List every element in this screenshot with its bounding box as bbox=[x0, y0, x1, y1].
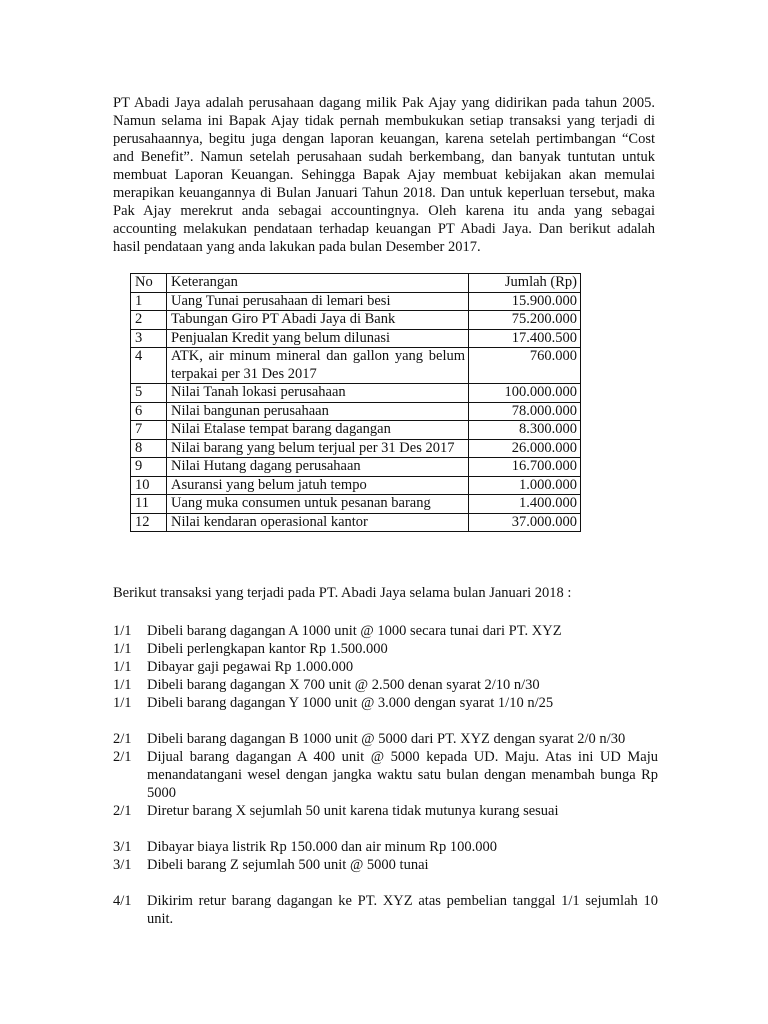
cell-keterangan: Nilai Etalase tempat barang dagangan bbox=[167, 421, 469, 440]
transaction-date: 1/1 bbox=[113, 623, 132, 639]
transaction-description: Dijual barang dagangan A 400 unit @ 5000 kepada UD. Maju. Atas ini UD Maju menandatangani wesel dengan jangka waktu satu bulan dengan menambah bunga Rp 5000 bbox=[147, 749, 658, 801]
header-no: No bbox=[131, 274, 167, 293]
cell-jumlah: 15.900.000 bbox=[469, 292, 581, 311]
transaction-item bbox=[113, 622, 658, 640]
cell-jumlah: 17.400.500 bbox=[469, 329, 581, 348]
transaction-date: 4/1 bbox=[113, 893, 132, 909]
transaction-group bbox=[113, 838, 658, 874]
cell-keterangan: ATK, air minum mineral dan gallon yang belum terpakai per 31 Des 2017 bbox=[167, 348, 469, 384]
cell-keterangan: Nilai bangunan perusahaan bbox=[167, 402, 469, 421]
transaction-group bbox=[113, 622, 658, 712]
transaction-date: 1/1 bbox=[113, 695, 132, 711]
transaction-date: 1/1 bbox=[113, 677, 132, 693]
cell-keterangan: Uang Tunai perusahaan di lemari besi bbox=[167, 292, 469, 311]
transaction-item bbox=[113, 730, 658, 748]
table-header-row bbox=[131, 274, 581, 293]
table-row bbox=[131, 384, 581, 403]
transaction-item bbox=[113, 802, 658, 820]
cell-keterangan: Penjualan Kredit yang belum dilunasi bbox=[167, 329, 469, 348]
cell-no: 7 bbox=[131, 421, 167, 440]
transaction-item bbox=[113, 748, 658, 802]
cell-no: 9 bbox=[131, 458, 167, 477]
transaction-date: 3/1 bbox=[113, 857, 132, 873]
transaction-description: Dibeli perlengkapan kantor Rp 1.500.000 bbox=[147, 641, 388, 657]
cell-no: 8 bbox=[131, 439, 167, 458]
transaction-date: 3/1 bbox=[113, 839, 132, 855]
transactions-intro: Berikut transaksi yang terjadi pada PT. Abadi Jaya selama bulan Januari 2018 : bbox=[113, 585, 572, 601]
transaction-item bbox=[113, 838, 658, 856]
cell-keterangan: Nilai barang yang belum terjual per 31 Des 2017 bbox=[167, 439, 469, 458]
cell-no: 12 bbox=[131, 513, 167, 532]
transaction-description: Dibayar biaya listrik Rp 150.000 dan air minum Rp 100.000 bbox=[147, 839, 497, 855]
transaction-group bbox=[113, 730, 658, 820]
transaction-description: Dibeli barang dagangan X 700 unit @ 2.500 denan syarat 2/10 n/30 bbox=[147, 677, 540, 693]
cell-jumlah: 16.700.000 bbox=[469, 458, 581, 477]
cell-no: 2 bbox=[131, 311, 167, 330]
cell-no: 1 bbox=[131, 292, 167, 311]
cell-jumlah: 1.400.000 bbox=[469, 495, 581, 514]
cell-keterangan: Tabungan Giro PT Abadi Jaya di Bank bbox=[167, 311, 469, 330]
transaction-description: Dibayar gaji pegawai Rp 1.000.000 bbox=[147, 659, 354, 675]
cell-jumlah: 8.300.000 bbox=[469, 421, 581, 440]
table-row bbox=[131, 421, 581, 440]
transaction-item bbox=[113, 640, 658, 658]
cell-jumlah: 78.000.000 bbox=[469, 402, 581, 421]
transaction-description: Dibeli barang dagangan A 1000 unit @ 1000 secara tunai dari PT. XYZ bbox=[147, 623, 562, 639]
transaction-description: Dikirim retur barang dagangan ke PT. XYZ atas pembelian tanggal 1/1 sejumlah 10 unit. bbox=[147, 893, 658, 927]
transaction-date: 1/1 bbox=[113, 641, 132, 657]
table-row bbox=[131, 402, 581, 421]
cell-jumlah: 37.000.000 bbox=[469, 513, 581, 532]
cell-keterangan: Uang muka consumen untuk pesanan barang bbox=[167, 495, 469, 514]
cell-no: 11 bbox=[131, 495, 167, 514]
cell-no: 6 bbox=[131, 402, 167, 421]
header-keterangan: Keterangan bbox=[167, 274, 469, 293]
transaction-item bbox=[113, 892, 658, 928]
cell-keterangan: Nilai Hutang dagang perusahaan bbox=[167, 458, 469, 477]
cell-jumlah: 26.000.000 bbox=[469, 439, 581, 458]
table-row bbox=[131, 348, 581, 384]
cell-no: 4 bbox=[131, 348, 167, 384]
transaction-date: 1/1 bbox=[113, 659, 132, 675]
transaction-date: 2/1 bbox=[113, 803, 132, 819]
transactions-list bbox=[113, 622, 658, 946]
transaction-item bbox=[113, 856, 658, 874]
table-row bbox=[131, 329, 581, 348]
transaction-description: Diretur barang X sejumlah 50 unit karena tidak mutunya kurang sesuai bbox=[147, 803, 559, 819]
transaction-item bbox=[113, 694, 658, 712]
cell-keterangan: Asuransi yang belum jatuh tempo bbox=[167, 476, 469, 495]
transaction-date: 2/1 bbox=[113, 731, 132, 747]
table-row bbox=[131, 439, 581, 458]
transaction-group bbox=[113, 892, 658, 928]
cell-no: 3 bbox=[131, 329, 167, 348]
cell-jumlah: 1.000.000 bbox=[469, 476, 581, 495]
header-jumlah: Jumlah (Rp) bbox=[469, 274, 581, 293]
table-row bbox=[131, 476, 581, 495]
table-row bbox=[131, 292, 581, 311]
intro-paragraph: PT Abadi Jaya adalah perusahaan dagang milik Pak Ajay yang didirikan pada tahun 2005. Namun selama ini Bapak Ajay tidak pernah membukukan setiap transaksi yang terjadi di perusahaannya, begitu juga dengan laporan keuangan, karena setelah pertimbangan “Cost and Benefit”. Namun setelah perusahaan sudah berkembang, dan banyak tuntutan untuk membuat Laporan Keuangan. Sehingga Bapak Ajay membuat kebijakan akan memulai merapikan keuangannya di Bulan Januari Tahun 2018. Dan untuk keperluan tersebut, maka Pak Ajay merekrut anda sebagai accountingnya. Oleh karena itu anda yang sebagai accounting melakukan pendataan terhadap keuangan PT Abadi Jaya. Dan berikut adalah hasil pendataan yang anda lakukan pada bulan Desember 2017. bbox=[113, 95, 655, 255]
cell-keterangan: Nilai kendaran operasional kantor bbox=[167, 513, 469, 532]
cell-no: 5 bbox=[131, 384, 167, 403]
transaction-description: Dibeli barang Z sejumlah 500 unit @ 5000 tunai bbox=[147, 857, 429, 873]
transaction-description: Dibeli barang dagangan B 1000 unit @ 5000 dari PT. XYZ dengan syarat 2/0 n/30 bbox=[147, 731, 626, 747]
cell-jumlah: 760.000 bbox=[469, 348, 581, 384]
cell-no: 10 bbox=[131, 476, 167, 495]
table-body bbox=[131, 292, 581, 532]
cell-keterangan: Nilai Tanah lokasi perusahaan bbox=[167, 384, 469, 403]
transaction-item bbox=[113, 658, 658, 676]
cell-jumlah: 75.200.000 bbox=[469, 311, 581, 330]
transaction-description: Dibeli barang dagangan Y 1000 unit @ 3.000 dengan syarat 1/10 n/25 bbox=[147, 695, 554, 711]
table-row bbox=[131, 495, 581, 514]
transaction-item bbox=[113, 676, 658, 694]
cell-jumlah: 100.000.000 bbox=[469, 384, 581, 403]
transaction-date: 2/1 bbox=[113, 749, 132, 765]
table-row bbox=[131, 458, 581, 477]
table-row bbox=[131, 513, 581, 532]
balance-data-table bbox=[130, 273, 581, 532]
table-row bbox=[131, 311, 581, 330]
